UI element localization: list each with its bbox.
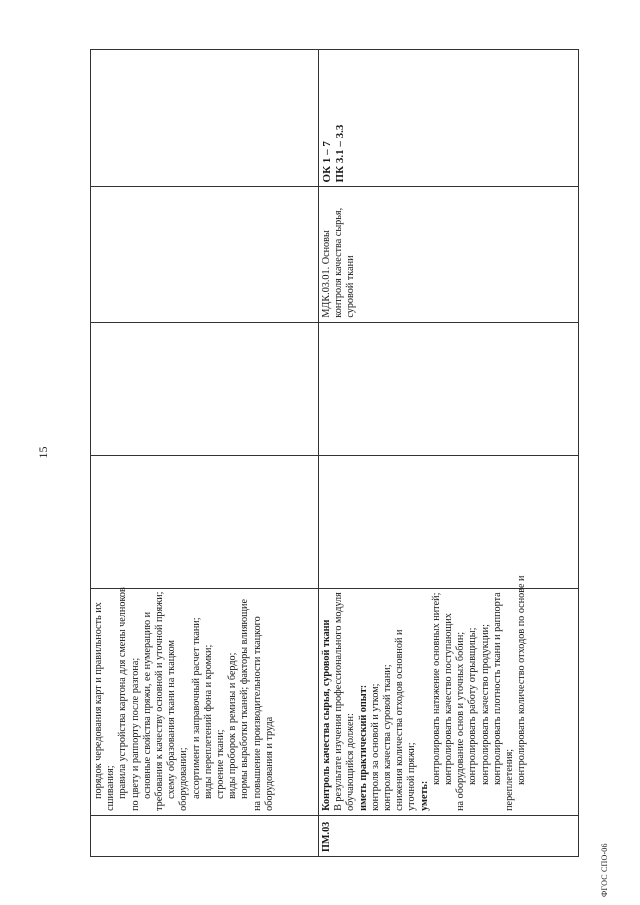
competence-cell xyxy=(91,50,319,187)
content-line: В результате изучения профессионального модуля xyxy=(333,592,345,811)
module-content-cell xyxy=(319,575,579,815)
hours-cell xyxy=(91,455,319,588)
content-line: контролировать качество поступающих xyxy=(443,613,455,785)
content-line: контроля за основой и утком; xyxy=(369,683,381,811)
curriculum-table xyxy=(90,49,579,857)
content-line: оборудования и труда xyxy=(263,716,275,811)
content-line: контролировать качество продукции; xyxy=(479,624,491,785)
content-line: иметь практический опыт: xyxy=(357,684,369,811)
content-line: контролировать работу отрывщицы; xyxy=(467,627,479,785)
content-line: снижения количества отходов основной и xyxy=(394,629,406,811)
content-line: основные свойства пряжи, ее нумерацию и xyxy=(141,611,153,799)
module-content-cell xyxy=(91,588,319,815)
content-line: уточной пряжи; xyxy=(406,742,418,811)
course-cell: МДК.03.01. Основы контроля качества сырья, суровой ткани xyxy=(319,187,579,322)
table-row xyxy=(91,50,319,857)
page-number: 15 xyxy=(36,446,50,459)
content-line: оборудовании; xyxy=(178,747,190,811)
footer-standard: ФГОС СПО-06 xyxy=(600,843,609,897)
content-line: уметь: xyxy=(418,780,430,811)
course-cell xyxy=(91,187,319,322)
hours-cell xyxy=(91,322,319,455)
competence-cell xyxy=(319,50,579,187)
content-line: контроля качества суровой ткани; xyxy=(382,664,394,811)
content-line: контролировать натяжение основных нитей; xyxy=(430,592,442,785)
general-competence: ОК 1 – 7 xyxy=(321,141,333,183)
content-line: виды переплетений фона и кромки; xyxy=(202,644,214,799)
content-line: строение ткани; xyxy=(215,729,227,799)
content-line: правила устройства картона для смены челноков xyxy=(117,587,129,799)
content-line: виды проборок в ремизы и бердо; xyxy=(227,652,239,799)
hours-cell xyxy=(319,322,579,455)
content-line: переплетения; xyxy=(504,748,516,811)
content-line: сшивания; xyxy=(105,765,117,811)
content-line: обучающийся должен: xyxy=(345,713,357,811)
content-line: Контроль качества сырья, суровой ткани xyxy=(321,619,332,811)
content-line: на оборудование основ и уточных бобин; xyxy=(455,631,467,811)
content-line: ассортимент и заправочный расчет ткани; xyxy=(190,617,202,799)
content-line: контролировать количество отходов по основе и xyxy=(516,575,528,785)
professional-competence: ПК 3.1 – 3.3 xyxy=(334,124,346,183)
table-row xyxy=(319,50,579,857)
content-line: по цвету и раппорту после разгона; xyxy=(129,657,141,811)
content-line: требования к качеству основной и уточной пряжи; xyxy=(154,591,166,811)
hours-cell xyxy=(319,455,579,588)
content-line: схему образования ткани на ткацком xyxy=(166,640,178,799)
content-line: порядок чередования карт и правильность их xyxy=(93,602,104,799)
module-code-cell: ПМ.03 xyxy=(319,815,579,856)
content-line: нормы выработки тканей; факторы влияющие xyxy=(239,599,251,799)
content-line: на повышение производительности ткацкого xyxy=(251,616,263,811)
module-code-cell xyxy=(91,815,319,856)
content-line: контролировать плотность ткани и раппорта xyxy=(491,592,503,785)
